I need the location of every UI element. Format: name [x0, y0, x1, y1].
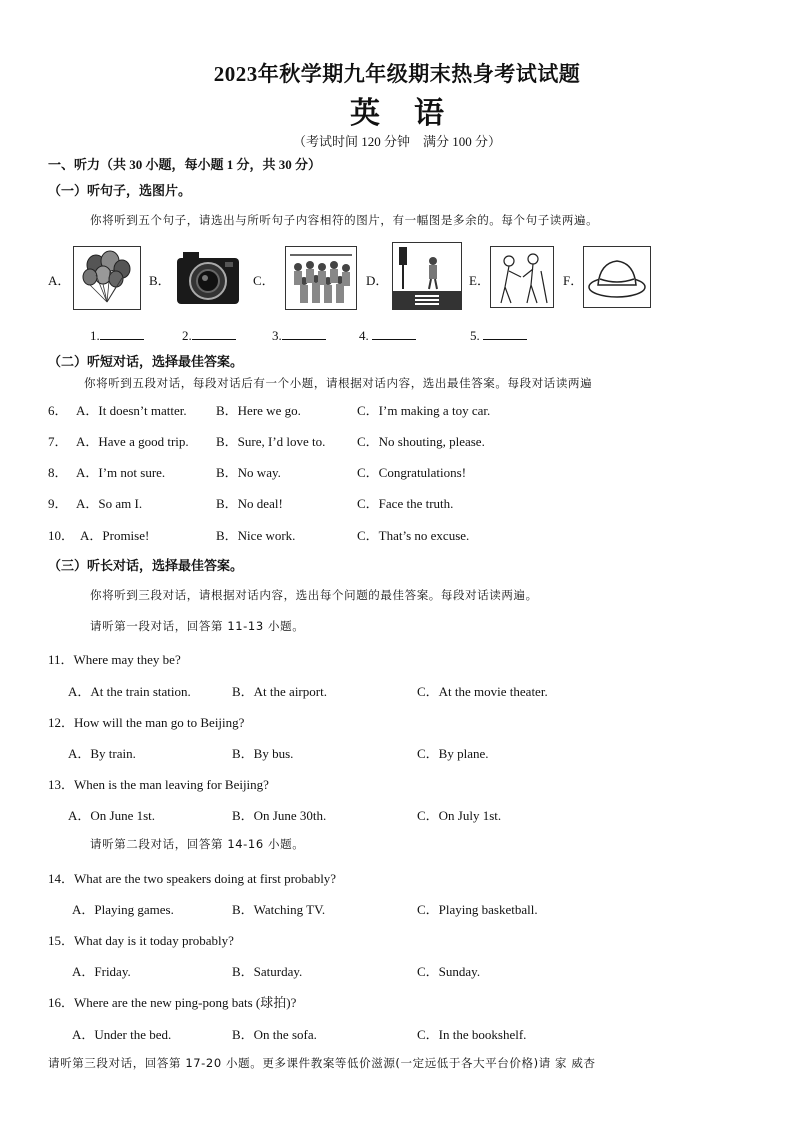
option-b[interactable]: B．By bus.: [232, 746, 294, 761]
option-a[interactable]: A．By train.: [68, 746, 136, 761]
helping-elderly-icon: [490, 246, 554, 308]
question-number: 8．: [48, 465, 68, 480]
sub3-instruction: 你将听到三段对话，请根据对话内容，选出每个问题的最佳答案。每段对话读两遍。: [90, 588, 538, 602]
exam-title: 2023年秋学期九年级期末热身考试试题: [213, 62, 581, 86]
option-c[interactable]: C．At the movie theater.: [417, 684, 548, 699]
option-b[interactable]: B．At the airport.: [232, 684, 327, 699]
question-number: 7．: [48, 434, 68, 449]
option-a[interactable]: A．It doesn’t matter.: [76, 403, 187, 418]
option-c[interactable]: C．By plane.: [417, 746, 489, 761]
sub1-instruction: 你将听到五个句子，请选出与所听句子内容相符的图片，有一幅图是多余的。每个句子读两遍。: [90, 213, 599, 227]
question-stem: 15．What day is it today probably?: [48, 933, 234, 948]
blank-5-label: 5.: [470, 328, 480, 343]
option-c[interactable]: C．No shouting, please.: [357, 434, 485, 449]
dialog1-note: 请听第一段对话，回答第 11-13 小题。: [90, 619, 305, 633]
dialog2-note: 请听第二段对话，回答第 14-16 小题。: [90, 837, 305, 851]
dialog3-note: 请听第三段对话，回答第 17-20 小题。更多课件教案等低价滋源(一定远低于各大平台价格)请 家 威杏: [48, 1056, 596, 1070]
option-c[interactable]: C．I’m making a toy car.: [357, 403, 491, 418]
question-number: 10．: [48, 528, 75, 543]
blank-1-label: 1.: [90, 328, 100, 343]
blank-3[interactable]: [272, 327, 326, 344]
blank-1-line[interactable]: [100, 327, 144, 340]
option-b[interactable]: B．Sure, I’d love to.: [216, 434, 326, 449]
blank-4[interactable]: [359, 327, 416, 344]
blank-4-label: 4.: [359, 328, 369, 343]
option-b[interactable]: B．On June 30th.: [232, 808, 327, 823]
blank-5-line[interactable]: [483, 327, 527, 340]
traffic-light-crossing-icon: [392, 242, 462, 310]
option-b[interactable]: B．Saturday.: [232, 964, 303, 979]
time-info: （考试时间 120 分钟 满分 100 分）: [292, 134, 501, 149]
option-c[interactable]: C．In the bookshelf.: [417, 1027, 527, 1042]
option-a[interactable]: A．Playing games.: [72, 902, 174, 917]
option-c[interactable]: C．Congratulations!: [357, 465, 467, 480]
question-stem: 14．What are the two speakers doing at first probably?: [48, 871, 337, 886]
option-c[interactable]: C．On July 1st.: [417, 808, 502, 823]
pic-c-label: C．: [253, 273, 275, 288]
option-c[interactable]: C．Playing basketball.: [417, 902, 538, 917]
blank-2[interactable]: [182, 327, 236, 344]
question-number: 9．: [48, 496, 68, 511]
blank-5[interactable]: [470, 327, 527, 344]
sub2-heading: （二）听短对话，选择最佳答案。: [48, 354, 244, 369]
pic-a-label: A．: [48, 273, 71, 288]
question-stem: 16．Where are the new ping-pong bats (球拍)?: [48, 995, 297, 1010]
option-b[interactable]: B．No deal!: [216, 496, 283, 511]
option-a[interactable]: A．Under the bed.: [72, 1027, 172, 1042]
sub3-heading: （三）听长对话，选择最佳答案。: [48, 558, 244, 573]
blank-2-label: 2.: [182, 328, 192, 343]
option-c[interactable]: C．Sunday.: [417, 964, 481, 979]
pic-e-label: E．: [469, 273, 490, 288]
sub2-instruction: 你将听到五段对话，每段对话后有一个小题，请根据对话内容，选出最佳答案。每段对话读两遍: [84, 376, 593, 390]
question-stem: 12．How will the man go to Beijing?: [48, 715, 245, 730]
blank-3-line[interactable]: [282, 327, 326, 340]
blank-3-label: 3.: [272, 328, 282, 343]
option-a[interactable]: A．At the train station.: [68, 684, 191, 699]
camera-icon: [175, 246, 241, 308]
pic-d-label: D．: [366, 273, 389, 288]
part1-heading: [48, 154, 321, 173]
blank-2-line[interactable]: [192, 327, 236, 340]
blank-1[interactable]: [90, 327, 144, 344]
balloons-icon: [73, 246, 141, 310]
option-b[interactable]: B．Watching TV.: [232, 902, 326, 917]
hat-icon: [583, 246, 651, 308]
blank-4-line[interactable]: [372, 327, 416, 340]
question-number: 6．: [48, 403, 68, 418]
sub1-heading: （一）听句子，选图片。: [48, 183, 192, 198]
option-a[interactable]: A．Promise!: [80, 528, 150, 543]
option-c[interactable]: C．Face the truth.: [357, 496, 454, 511]
pic-f-label: F．: [563, 273, 584, 288]
option-a[interactable]: A．On June 1st.: [68, 808, 156, 823]
option-c[interactable]: C．That’s no excuse.: [357, 528, 470, 543]
option-a[interactable]: A．Have a good trip.: [76, 434, 189, 449]
option-b[interactable]: B．On the sofa.: [232, 1027, 317, 1042]
pic-b-label: B．: [149, 273, 171, 288]
subject-title: 英语: [350, 97, 478, 130]
option-a[interactable]: A．I’m not sure.: [76, 465, 166, 480]
question-stem: 13．When is the man leaving for Beijing?: [48, 777, 269, 792]
option-b[interactable]: B．Here we go.: [216, 403, 301, 418]
question-stem: 11．Where may they be?: [48, 652, 181, 667]
crowded-bus-icon: [285, 246, 357, 310]
option-b[interactable]: B．Nice work.: [216, 528, 296, 543]
option-b[interactable]: B．No way.: [216, 465, 281, 480]
part1-heading-text: 一、听力（共 30 小题，每小题 1 分，共 30 分）: [48, 157, 322, 172]
option-a[interactable]: A．So am I.: [76, 496, 143, 511]
option-a[interactable]: A．Friday.: [72, 964, 131, 979]
